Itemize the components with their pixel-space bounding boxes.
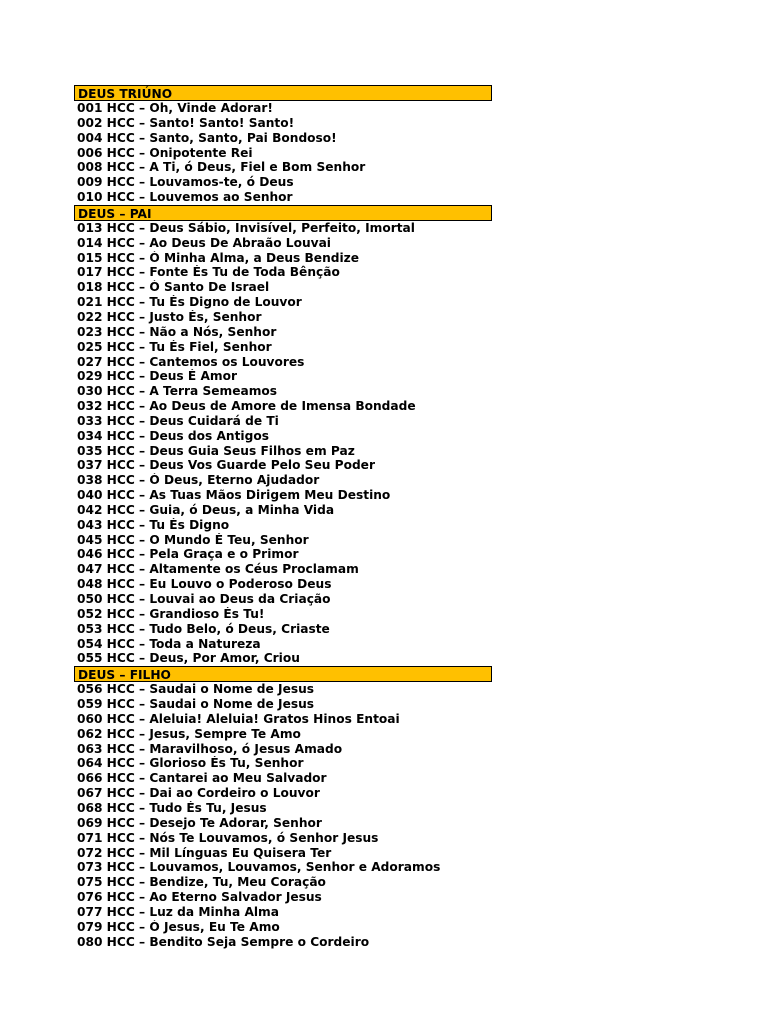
- hymn-row: 032 HCC – Ao Deus de Amore de Imensa Bondade: [77, 399, 416, 414]
- hymn-row: 080 HCC – Bendito Seja Sempre o Cordeiro: [77, 934, 370, 949]
- hymn-row: 008 HCC – A Ti, ó Deus, Fiel e Bom Senhor: [77, 160, 366, 175]
- hymn-row: 060 HCC – Aleluia! Aleluia! Gratos Hinos Entoai: [77, 711, 400, 726]
- hymn-row: 030 HCC – A Terra Semeamos: [77, 384, 278, 399]
- hymn-row: 079 HCC – Ó Jesus, Eu Te Amo: [77, 919, 280, 934]
- hymn-row: 055 HCC – Deus, Por Amor, Criou: [77, 651, 300, 666]
- hymn-row: 038 HCC – Ó Deus, Eterno Ajudador: [77, 473, 320, 488]
- hymn-row: 023 HCC – Não a Nós, Senhor: [77, 324, 277, 339]
- hymn-row: 018 HCC – Ó Santo De Israel: [77, 280, 270, 295]
- hymn-index: [74, 85, 494, 949]
- hymn-row: 013 HCC – Deus Sábio, Invisível, Perfeito, Imortal: [77, 220, 415, 235]
- hymn-row: 046 HCC – Pela Graça e o Primor: [77, 547, 299, 562]
- hymn-row: 052 HCC – Grandioso És Tu!: [77, 606, 265, 621]
- hymn-row: 002 HCC – Santo! Santo! Santo!: [77, 115, 295, 130]
- hymn-row: 068 HCC – Tudo És Tu, Jesus: [77, 800, 267, 815]
- hymn-row: 042 HCC – Guia, ó Deus, a Minha Vida: [77, 502, 335, 517]
- hymn-row: 022 HCC – Justo És, Senhor: [77, 309, 262, 324]
- hymn-row: 010 HCC – Louvemos ao Senhor: [77, 190, 293, 205]
- hymn-row: 035 HCC – Deus Guia Seus Filhos em Paz: [77, 443, 355, 458]
- hymn-row: 048 HCC – Eu Louvo o Poderoso Deus: [77, 577, 332, 592]
- hymn-row: 076 HCC – Ao Eterno Salvador Jesus: [77, 890, 322, 905]
- hymn-row: 067 HCC – Dai ao Cordeiro o Louvor: [77, 786, 320, 801]
- hymn-row: 021 HCC – Tu És Digno de Louvor: [77, 295, 302, 310]
- hymn-row: 073 HCC – Louvamos, Louvamos, Senhor e Adoramos: [77, 860, 441, 875]
- hymn-row: 066 HCC – Cantarei ao Meu Salvador: [77, 771, 327, 786]
- hymn-row: 043 HCC – Tu És Digno: [77, 517, 230, 532]
- hymn-row: 017 HCC – Fonte És Tu de Toda Bênção: [77, 265, 340, 280]
- hymn-row: 045 HCC – O Mundo É Teu, Senhor: [77, 532, 309, 547]
- hymn-row: 063 HCC – Maravilhoso, ó Jesus Amado: [77, 741, 343, 756]
- hymn-row: 059 HCC – Saudai o Nome de Jesus: [77, 697, 315, 712]
- hymn-row: 062 HCC – Jesus, Sempre Te Amo: [77, 726, 301, 741]
- hymn-row: 064 HCC – Glorioso És Tu, Senhor: [77, 756, 304, 771]
- hymn-row: 069 HCC – Desejo Te Adorar, Senhor: [77, 815, 322, 830]
- section-header: DEUS TRIÚNO: [74, 85, 492, 101]
- hymn-row: 054 HCC – Toda a Natureza: [77, 636, 261, 651]
- hymn-row: 056 HCC – Saudai o Nome de Jesus: [77, 682, 315, 697]
- hymn-row: 034 HCC – Deus dos Antigos: [77, 428, 269, 443]
- hymn-row: 001 HCC – Oh, Vinde Adorar!: [77, 101, 273, 115]
- hymn-row: 006 HCC – Onipotente Rei: [77, 145, 253, 160]
- hymn-row: 037 HCC – Deus Vos Guarde Pelo Seu Poder: [77, 458, 375, 473]
- section-header: DEUS – FILHO: [74, 666, 492, 682]
- hymn-row: 071 HCC – Nós Te Louvamos, ó Senhor Jesus: [77, 830, 379, 845]
- hymn-row: 072 HCC – Mil Línguas Eu Quisera Ter: [77, 845, 332, 860]
- section-header: DEUS – PAI: [74, 205, 492, 221]
- hymn-row: 053 HCC – Tudo Belo, ó Deus, Criaste: [77, 621, 330, 636]
- hymn-row: 047 HCC – Altamente os Céus Proclamam: [77, 562, 359, 577]
- hymn-row: 040 HCC – As Tuas Mãos Dirigem Meu Destino: [77, 488, 391, 503]
- hymn-row: 025 HCC – Tu És Fiel, Senhor: [77, 339, 272, 354]
- hymn-row: 009 HCC – Louvamos-te, ó Deus: [77, 175, 294, 190]
- hymn-row: 075 HCC – Bendize, Tu, Meu Coração: [77, 875, 326, 890]
- hymn-row: 014 HCC – Ao Deus De Abraão Louvai: [77, 235, 331, 250]
- hymn-row: 029 HCC – Deus É Amor: [77, 369, 237, 384]
- hymn-row: 033 HCC – Deus Cuidará de Ti: [77, 413, 279, 428]
- hymn-row: 027 HCC – Cantemos os Louvores: [77, 354, 305, 369]
- hymn-row: 077 HCC – Luz da Minha Alma: [77, 904, 279, 919]
- hymn-row: 050 HCC – Louvai ao Deus da Criação: [77, 592, 331, 606]
- hymn-row: 015 HCC – Ó Minha Alma, a Deus Bendize: [77, 250, 360, 265]
- hymn-row: 004 HCC – Santo, Santo, Pai Bondoso!: [77, 130, 337, 145]
